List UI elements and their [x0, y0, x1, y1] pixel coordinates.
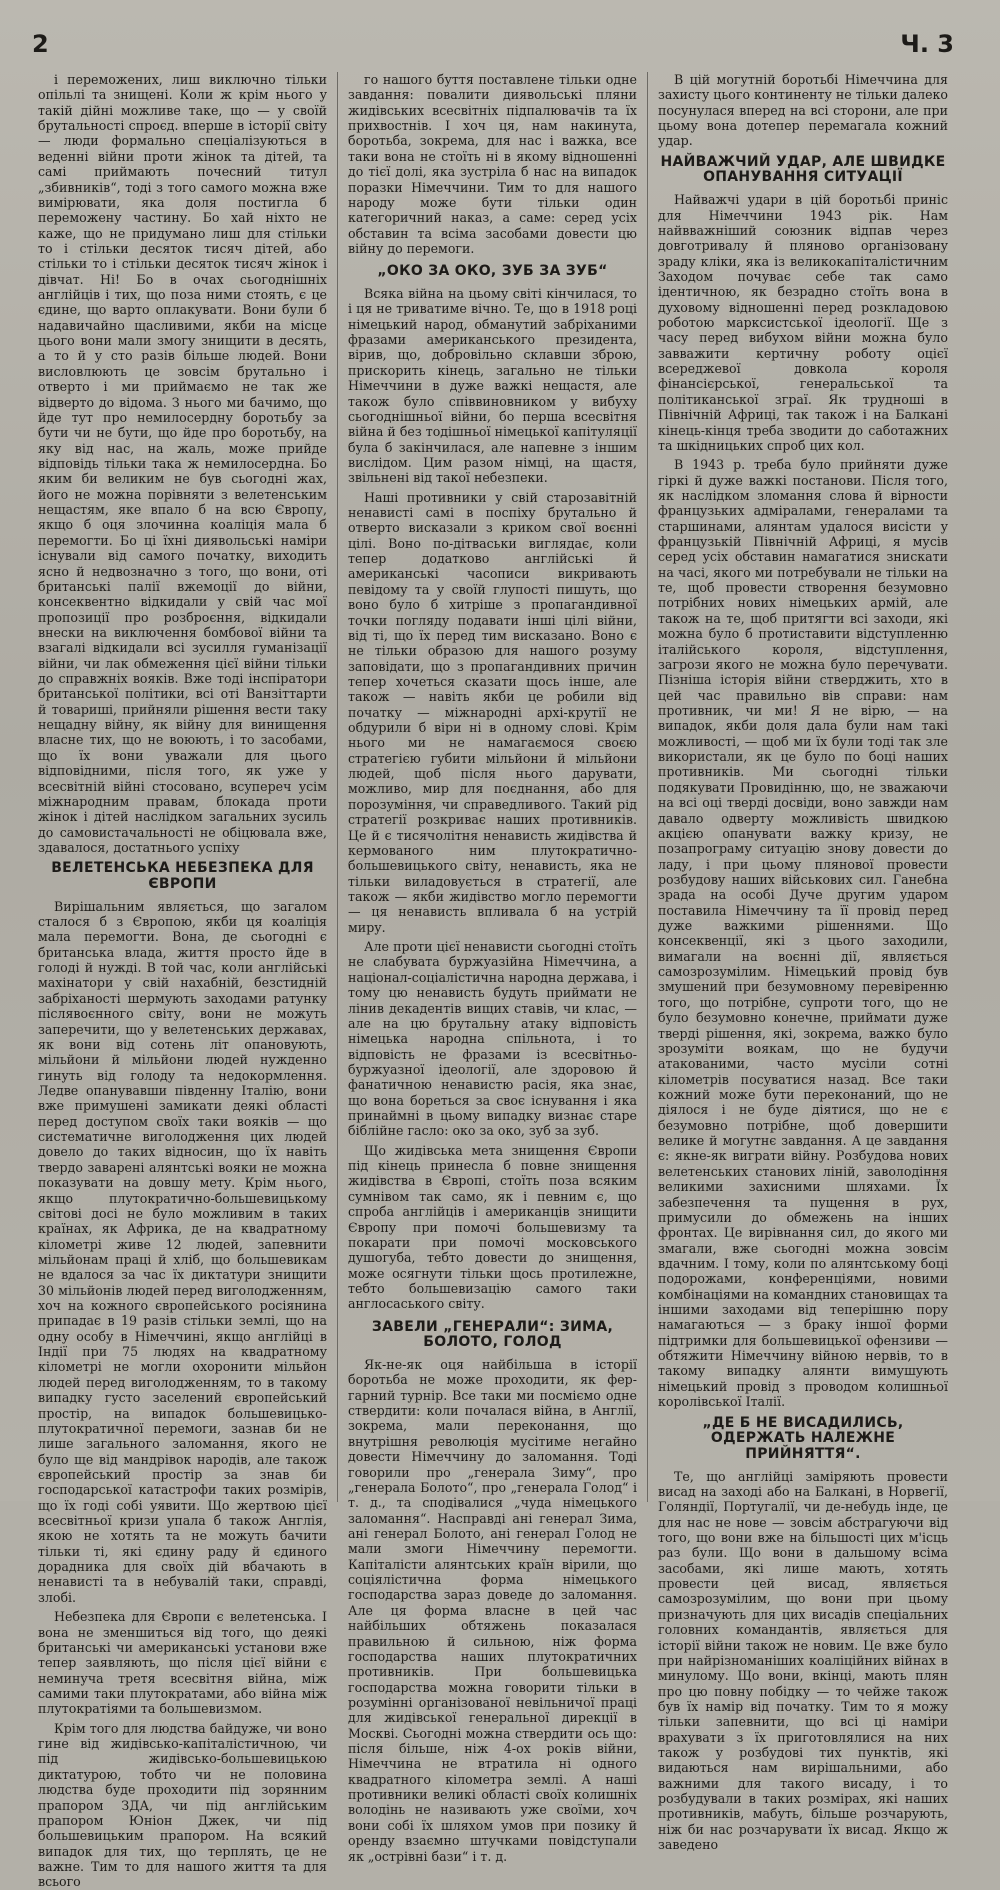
paragraph: Наші противники у свій старозавітній ненависті самі в поспіху брутально й отверто висказали з криком свої воєнні цілі. Воно по-дітваськи виглядає, коли тепер додатково англійські й американські часописи викривають певідому та у своїй глупості пишуть, що воно було б хитріше з пропагандивної точки погляду подавати інші цілі війни, від ті, що їх перед тим висказано. Воно є не тільки образою для нашого розуму заповідати, що з пропагандивних причин тепер хочеться сказати щось інше, але також — навіть якби це робили від початку — міжнародні архі-крутії не обдурили б віри ні в одному слові. Крім нього ми не намагаємося своєю стратегією губити мільйони й мільйони людей, щоб після нього дарувати, можливо, мир для поєднання, або для порозуміння, чи справедливого. Такий рід стратегії розкриває наших противників. Це й є тисячолітня ненависть жидівства й кермованого ним плутократично-большевицького світу, ненависть, яка не тільки виладовується в стратегії, але також — якби жидівство могло перемогти — ця ненависть впливала б на устрій миру. [348, 489, 637, 935]
column-3 [648, 72, 958, 1853]
paragraph: Найважчі удари в цій боротьбі приніс для Німеччини 1943 рік. Нам найвважніший союзник відпав через довготривалу й пляново організовану зраду кліки, яка із великокапіталістичним Заходом почуває себе так само ідентичною, як безрадно стоїть вона в духовому відношенні перед розкладовою роботою марксистської ідеології. Ще з часу перед вибухом війни можна було завважити кертичну роботу оцієї всереджевої довкола короля фінансієрської, генеральської та політиканської зграї. Як трудноші в Північній Африці, так також і на Балкані кінець-кінця треба зводити до саботажних та шкідницьких спроб цих кол. [658, 192, 948, 453]
paragraph: і переможених, лиш виключно тільки опільлі та знищені. Коли ж крім нього у такій дійні можливе таке, що — у своїй брутальності спроєд. вперше в історії світу — люди формально спеціалізуються в веденні війни проти жінок та дітей, та самі приймають почесний титул „збивників“, тоді з того самого можна вже вимірювати, яка доля постигла б переможену частину. Бо хай ніхто не каже, що не придумано лиш для стільки то і стільки десяток тисяч дітей, або стільки то і стільки десяток тисяч жінок і дівчат. Ні! Бо в очах сьогоднішніх англійців і тих, що поза ними стоять, є це єдине, що варто оплакувати. Вони були б надавичайно щасливими, якби на місце цього вони мали змогу знищити в десять, а то й у сто разів більше людей. Вони висловлюють це зовсім брутально і отверто і ми приймаємо не так же відверто до відома. З нього ми бачимо, що йде тут про немилосердну боротьбу за бути чи не бути, що йде про боротьбу, на яку від нас, на жаль, може прийде відповідь тільки така ж немилосердна. Бо яким би великим не був сьогодні жах, його не можна порівняти з велетенським нещастям, яке впало б на всю Європу, якщо б оця злочинна коаліція мала б перемогти. Бо ці їхні диявольські наміри існували від самого початку, виходить ясно й недвозначно з того, що вони, оті британські палії вжемоції до війни, консеквентно відкидали у свій час мої пропозиції про розброєння, відкидали внески на виключення бомбової війни та взагалі відкидали всі зусилля гуманізації війни, чи лак обмеження цієї війни тільки до справжніх вояків. Вже тоді інспіратори британської політики, всі оті Ванзіттарти й товариші, прийняли рішення вести таку нещадну війну, як війну для винищення власне тих, що не воюють, і то засобами, що їх вони уважали для цього відповідними, після того, як уже у всесвітній війні стосовано, всупереч усім міжнародним правам, блокада проти жінок і дітей наслідком загальних зусиль до самовистачальності не обіцювала вже, здавалося, достатнього успіху [38, 72, 327, 855]
paragraph: Всяка війна на цьому світі кінчилася, то і ця не триватиме вічно. Те, що в 1918 році німецький народ, обманутий забріханими фразами американського президента, вірив, що, добровільно склавши зброю, прискорить кінець, загально не тільки Німеччини в дуже важкі нещастя, але також було співвиновником у вибуху сьогоднішньої війни, бо перша всесвітня війна й без тодішньої німецької капітуляції була б закінчилася, але напевне з іншим вислідом. Цим разом німці, на щастя, звільнені від такої небезпеки. [348, 285, 638, 486]
section-heading: „ОКО ЗА ОКО, ЗУБ ЗА ЗУБ“ [377, 263, 608, 280]
section-heading: ЗАВЕЛИ „ГЕНЕРАЛИ“: ЗИМА, БОЛОТО, ГОЛОД [371, 1318, 614, 1351]
page-number-left: 2 [32, 30, 49, 58]
issue-number: Ч. 3 [900, 30, 954, 58]
section-heading: „ДЕ Б НЕ ВИСАДИЛИСЬ, ОДЕРЖАТЬ НАЛЕЖНЕ ПРИЙНЯТТЯ“. [702, 1414, 904, 1462]
paragraph: Те, що англійці заміряють провести висад на заході або на Балкані, в Норвегії, Голяндії, Португалії, чи де-небудь інде, це для нас не нове — зовсім абстрагуючи від того, що вони вже на більшості цих м'ісць раз були. Що вони в дальшому всіма засобами, які лише мають, хотять провести цей висад, являється самозрозумілим, що вони при цьому призначують для цих висадів спеціальних головних командантів, являється для історії війни також не новим. Це вже було при найрізноманіших коаліційних війнах в минулому. Що вони, вкінці, мають плян про цю повну побідку — то чейже також був їх намір від початку. Тим то я можу тільки запевнити, що всі ці наміри врахувати з їх приготовлялися на них також у розбудові тих пунктів, які видаються нам вирішальними, або важними для такого висаду, і то розбудували в таких розмірах, які наших противників, мабуть, більше розчарують, ніж би нас розчарувати їх висад. Якщо ж заведено [658, 1468, 948, 1853]
column-2 [338, 72, 648, 1864]
section-heading: НАЙВАЖЧИЙ УДАР, АЛЕ ШВИДКЕ ОПАНУВАННЯ СИТУАЦІЇ [660, 153, 946, 186]
paragraph: Що жидівська мета знищення Європи під кінець принесла б повне знищення жидівства в Європі, стоїть поза всяким сумнівом так само, як і певним є, що спроба англійців і американців знищити Європу при помочі большевизму та покарати при помочі московського душогуба, тебто довести до знищення, може осягнути тільки щось протилежне, тебто большевизацію самого таки англосаського світу. [348, 1142, 637, 1312]
paragraph: Небезпека для Європи є велетенська. І вона не зменшиться від того, що деякі британські чи американські установи вже тепер заявляють, що після цієї війни є неминуча третя всесвітня війна, між самими таки плутократами, або війна між плутократіями та большевизмом. [38, 1609, 327, 1717]
paragraph: го нашого буття поставлене тільки одне завдання: повалити диявольські пляни жидівських всесвітніх підпалювачів та їх прихвостнів. І хоч ця, нам накинута, боротьба, зокрема, для нас і важка, все таки вона не стоїть ні в якому відношенні до тієї долі, яка зустріла б нас на випадок поразки Німеччини. Тим то для нашого народу може бути тільки один категоричний наказ, а саме: серед усіх обставин та всіма засобами довести цю війну до перемоги. [348, 72, 637, 256]
paragraph: Але проти цієї ненависти сьогодні стоїть не слабувата буржуазійна Німеччина, а націонал-соціалістична народна держава, і тому цю ненависть будуть приймати не лінив декадентів вищих ставів, чи клас, — але на цю брутальну атаку відповість німецька народна спільнота, і то відповість не фразами із всесвітньо-буржуазної ідеології, але здоровою й фанатичною ненавистю расія, яка знає, що вона бореться за своє існування і яка принаймні в цьому випадку визнає старе біблійне гасло: око за око, зуб за зуб. [348, 939, 637, 1139]
paragraph: Крім того для людства байдуже, чи воно гине від жидівсько-капіталістичною, чи під жидівсько-большевицькою диктатурою, тобто чи не половина людства буде проходити під зорянним прапором ЗДА, чи під англійським прапором Юніон Джек, чи під большевицьким прапором. На всякий випадок для тих, що терплять, це не важне. Тим то для нашого життя та для всього [38, 1720, 327, 1890]
paragraph: В цій могутній боротьбі Німеччина для захисту цього континенту не тільки далеко посунулася вперед на всі сторони, але при цьому вона дотепер перемагала кожний удар. [658, 72, 948, 149]
page-header [28, 28, 960, 72]
paragraph: Вирішальним являється, що загалом сталося б з Європою, якби ця коаліція мала перемогти. Вона, де сьогодні є британська влада, життя просто йде в голоді й нужді. В той час, коли англійські махінатори у свій нахабній, безстидній забріханості шермують заходами ратунку післявоєнного світу, вони не можуть заперечити, що у велетенських державах, як вони від сотень літ опановують, мільйони й мільйони людей нужденно гинуть від голоду та недокормлення. Ледве опанувавши південну Італію, вони вже примушені замикати деякі області перед доступом своїх таки вояків — що систематичне виголодження цих людей довело до таких відносин, що їх навіть твердо заварені алянтські вояки не можна показувати на довшу мету. Крім нього, якщо плутократично-большевицькому світові досі не було можливим в таких країнах, як Африка, де на квадратному кілометрі живе 12 людей, запевнити мільйонам праці й хліб, що большевикам не вдалося за час їх диктатури знищити 30 мільйонів людей перед виголодженням, хоч на кожного європейського росіянина припадає в 19 разів стільки землі, що на одну особу в Німеччині, якщо англійці в Індії при 75 людях на квадратному кілометрі не могли охоронити мільйон людей перед виголодженням, то в такому випадку густо заселений європейський простір, на випадок большевицько-плутократичної перемоги, зазнав би не лише загального заломання, якого не було ще від мандрівок народів, але також європейський простір за знав би господарської катастрофи таких розмірів, що їх годі собі уявити. Що жертвою цієї всесвітньої кризи упала б також Англія, якою не хотять та не можуть бачити тільки ті, які єдину раду й єдиного дорадника для своїх дій вбачають в ненависті та в небувалій таки, справді, злобі. [38, 898, 327, 1605]
paragraph: В 1943 р. треба було прийняти дуже гіркі й дуже важкі постанови. Після того, як наслідком зломання слова й вірности французьких адміралами, генералами та старшинами, алянтам удалося висісти у французькій Північній Африці, я мусів серед усіх обставин намагатися знискати на часі, якого ми потребували не тільки на те, щоб провести створення безумовно потрібних нових німецьких армій, але також на те, щоб притягти всі заходи, які можна було б протиставити відступленню італійського короля, відступлення, загрози якого не можна було перечувати. Пізніша історія війни стверджить, хто в цей час правильно вів справи: нам противник, чи ми! Я не вірю, — на випадок, якби доля дала були нам такі можливості, — щоб ми їх були тоді так зле використали, як це було по боці наших противників. Ми сьогодні тільки подякувати Провидінню, що, не зважаючи на всі оці тверді досвіди, воно завжди нам давало одверту можливість швидкою акцією опанувати важку кризу, не позапрограму ситуацію знову довести до ладу, і при цьому плянової провести розбудову наших військових сил. Ганебна зрада на особі Дуче другим ударом поставила Німеччину та її провід перед дуже важкими рішеннями. Що консеквенції, які з цього заходили, вимагали на воєнні дії, являється самозрозумілим. Німецький провід був змушений при безумовному перевіренню того, що потрібне, супроти того, що не було безумовно конечне, приймати дуже тверді рішення, які, зокрема, важко було зрозуміти воякам, що не будучи атакованими, часто мусіли сотні кілометрів посуватися назад. Все таки кожний може бути переконаний, що не діялося і не буде діятися, що не є безумовно потрібне, щоб довершити велике й могутнє завдання. А це завдання є: якне-як виграти війну. Розбудова нових велетенських станових ліній, заволодіння великими захисними шляхами. Їх забезпечення та пущення в рух, примусили до обмежень на інших фронтах. Це вирівнання сил, до якого ми змагали, вже сьогодні можна зовсім вдачним. І тому, коли по алянтському боці подорожами, конференціями, новими комбінаціями на командних становищах та іншими заходами від теперішню пору намагаються — з браку іншої форми підтримки для большевицької офензиви — обтяжити Німеччину війною нервів, то в такому випадку алянти вимушують німецький провід з проводом колишньої королівської Італії. [658, 457, 948, 1410]
paragraph: Як-не-як оця найбільша в історії боротьба не може проходити, як фер-гарний турнір. Все таки ми посміємо одне ствердити: коли почалася війна, в Англії, зокрема, мали переконання, що внутрішня революція мусітиме негайно довести Німеччину до заломання. Тоді говорили про „генерала Зиму“, про „генерала Болото“, про „генерала Голод“ і т. д., та сподівалися „чуда німецького заломання“. Насправді ані генерал Зима, ані генерал Болото, ані генерал Голод не мали змоги Німеччину перемогти. Капіталісти алянтських країн вірили, що соціялістична форма німецького господарства зараз доведе до заломання. Але ця форма власне в цей час найбільших обтяжень показалася правильною й сильною, ніж форма господарства наших плутократичних противників. При большевицька господарства можна говорити тільки в розумінні організованої невільничої праці для жидівської генеральної дирекції в Москві. Сьогодні можна ствердити ось що: після більше, ніж 4-ох років війни, Німеччина не втратила ні одного квадратного кілометра землі. А наші противники великі області своїх колишніх володінь не називають уже своїми, хоч вони собі їх шляхом умов при позику й оренду взаємно штучками повідступали як „острівні бази“ і т. д. [348, 1357, 637, 1864]
article-columns [28, 72, 960, 1890]
section-heading: ВЕЛЕТЕНСЬКА НЕБЕЗПЕКА ДЛЯ ЄВРОПИ [51, 860, 314, 892]
column-1 [28, 72, 338, 1890]
